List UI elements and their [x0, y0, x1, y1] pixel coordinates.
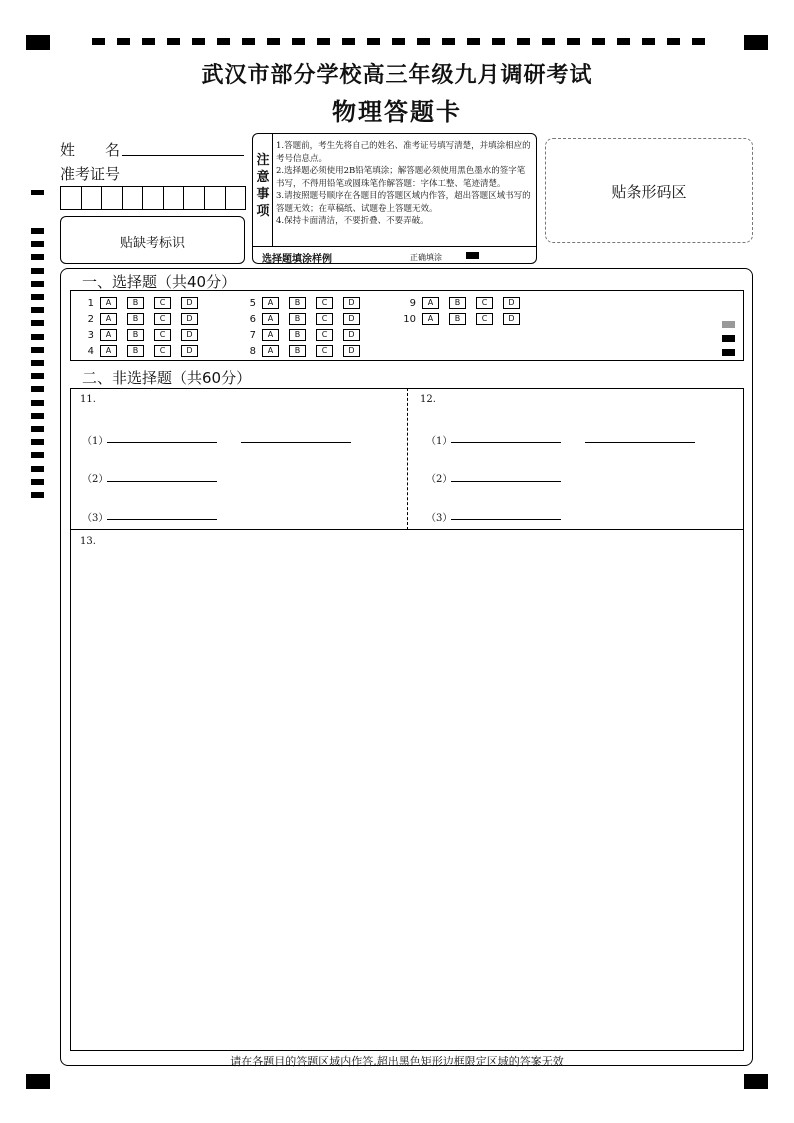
timing-mark	[31, 386, 44, 392]
mc-question	[78, 297, 208, 309]
exam-id-digit-box[interactable]	[82, 187, 103, 209]
mc-option-bubble[interactable]: A	[262, 329, 279, 341]
mc-option-bubble[interactable]: B	[127, 345, 144, 357]
exam-id-label: 准考证号	[60, 165, 121, 183]
timing-mark	[367, 38, 380, 45]
timing-mark	[31, 268, 44, 274]
q12-sub1-blank1[interactable]	[451, 442, 561, 443]
timing-mark	[542, 38, 555, 45]
mc-question-number: 10	[403, 313, 416, 325]
mc-option-bubble[interactable]: A	[100, 329, 117, 341]
q12-sub1-label: （1）	[426, 436, 453, 447]
timing-mark-left-single	[31, 190, 44, 195]
mc-option-bubble[interactable]: C	[154, 297, 171, 309]
q12-label: 12.	[420, 394, 436, 405]
mc-option-bubble[interactable]: C	[316, 297, 333, 309]
notice-item: 4.保持卡面清洁，不要折叠、不要弄破。	[276, 216, 429, 226]
q12-sub3-label: （3）	[426, 513, 453, 524]
timing-mark	[292, 38, 305, 45]
mc-option-bubble[interactable]: D	[343, 345, 360, 357]
q12-sub3-blank[interactable]	[451, 519, 561, 520]
mc-option-bubble[interactable]: C	[476, 297, 493, 309]
timing-mark	[617, 38, 630, 45]
exam-id-digit-box[interactable]	[205, 187, 226, 209]
q12-sub1-blank2[interactable]	[585, 442, 695, 443]
corner-mark-bottom-right	[744, 1074, 768, 1089]
mc-option-bubble[interactable]: A	[100, 313, 117, 325]
mc-question	[240, 313, 370, 325]
absent-mark-label: 贴缺考标识	[119, 236, 185, 251]
notice-item: 2.选择题必须使用2B铅笔填涂；解答题必须使用黑色墨水的签字笔书写，不得用铅笔或圆珠笔作解答题：字体工整、笔迹清楚。	[276, 166, 526, 189]
mc-option-bubble[interactable]: B	[289, 329, 306, 341]
mc-question	[78, 329, 208, 341]
mc-option-bubble[interactable]: B	[127, 297, 144, 309]
mc-option-bubble[interactable]: A	[422, 313, 439, 325]
q11-label: 11.	[80, 394, 96, 405]
notice-item: 3.请按照题号顺序在各题目的答题区域内作答，超出答题区域书写的答题无效；在草稿纸、试题卷上答题无效。	[276, 191, 531, 214]
timing-mark	[31, 307, 44, 313]
mc-option-bubble[interactable]: A	[262, 313, 279, 325]
name-field[interactable]	[122, 155, 244, 156]
footer-instruction: 请在各题目的答题区域内作答,超出黑色矩形边框限定区域的答案无效	[230, 1055, 564, 1068]
mc-option-bubble[interactable]: B	[289, 313, 306, 325]
mc-question	[400, 313, 530, 325]
page-subtitle: 物理答题卡	[332, 98, 462, 126]
mc-option-bubble[interactable]: D	[343, 313, 360, 325]
mc-option-bubble[interactable]: A	[100, 297, 117, 309]
timing-mark	[567, 38, 580, 45]
mc-option-bubble[interactable]: C	[154, 345, 171, 357]
q11-sub3-label: （3）	[82, 513, 109, 524]
timing-mark	[31, 334, 44, 340]
mc-option-bubble[interactable]: A	[100, 345, 117, 357]
mc-option-bubble[interactable]: B	[449, 297, 466, 309]
timing-mark	[592, 38, 605, 45]
exam-id-digit-box[interactable]	[143, 187, 164, 209]
mc-option-bubble[interactable]: C	[476, 313, 493, 325]
mc-question-number: 8	[249, 345, 256, 357]
q12-sub2-label: （2）	[426, 474, 453, 485]
side-mark-black-1	[722, 335, 735, 342]
timing-mark	[467, 38, 480, 45]
fill-sample-label: 选择题填涂样例	[262, 254, 332, 265]
mc-option-bubble[interactable]: D	[503, 297, 520, 309]
timing-mark	[442, 38, 455, 45]
timing-mark	[31, 452, 44, 458]
correct-fill-label: 正确填涂	[410, 253, 442, 262]
mc-question	[400, 297, 530, 309]
mc-option-bubble[interactable]: D	[503, 313, 520, 325]
q12-answer-area[interactable]	[407, 388, 744, 530]
exam-id-digit-box[interactable]	[164, 187, 185, 209]
correct-fill-sample	[466, 252, 479, 259]
q11-sub2-label: （2）	[82, 474, 109, 485]
name-label: 姓 名	[60, 141, 121, 159]
notice-divider-horizontal	[252, 246, 537, 247]
timing-mark	[317, 38, 330, 45]
timing-mark	[92, 38, 105, 45]
timing-mark	[642, 38, 655, 45]
timing-mark	[31, 492, 44, 498]
q11-sub2-blank[interactable]	[107, 481, 217, 482]
timing-mark	[31, 426, 44, 432]
timing-mark	[192, 38, 205, 45]
mc-option-bubble[interactable]: D	[181, 329, 198, 341]
notice-heading: 注 意 事 项	[256, 153, 270, 219]
timing-mark	[31, 320, 44, 326]
timing-mark	[342, 38, 355, 45]
timing-mark	[692, 38, 705, 45]
timing-mark	[242, 38, 255, 45]
mc-option-bubble[interactable]: C	[316, 345, 333, 357]
mc-option-bubble[interactable]: D	[181, 313, 198, 325]
mc-question-number: 3	[87, 329, 94, 341]
side-mark-black-2	[722, 349, 735, 356]
mc-option-bubble[interactable]: B	[127, 313, 144, 325]
timing-mark	[217, 38, 230, 45]
q12-sub2-blank[interactable]	[451, 481, 561, 482]
notice-item: 1.答题前，考生先将自己的姓名、准考证号填写清楚，并填涂相应的考号信息点。	[276, 141, 531, 164]
mc-option-bubble[interactable]: C	[154, 329, 171, 341]
timing-mark	[31, 347, 44, 353]
timing-mark	[31, 413, 44, 419]
timing-mark	[667, 38, 680, 45]
mc-option-bubble[interactable]: C	[316, 329, 333, 341]
mc-option-bubble[interactable]: A	[262, 345, 279, 357]
mc-question	[78, 313, 208, 325]
mc-question-number: 9	[409, 297, 416, 309]
exam-id-digit-box[interactable]	[184, 187, 205, 209]
mc-option-bubble[interactable]: B	[289, 345, 306, 357]
mc-option-bubble[interactable]: A	[422, 297, 439, 309]
q11-sub1-blank2[interactable]	[241, 442, 351, 443]
exam-id-digit-box[interactable]	[61, 187, 82, 209]
timing-mark	[392, 38, 405, 45]
exam-id-boxes[interactable]	[60, 186, 246, 210]
mc-option-bubble[interactable]: B	[289, 297, 306, 309]
mc-question-number: 4	[87, 345, 94, 357]
timing-mark	[167, 38, 180, 45]
timing-mark	[31, 241, 44, 247]
q13-answer-area[interactable]	[70, 530, 744, 1051]
mc-option-bubble[interactable]: D	[181, 297, 198, 309]
timing-mark	[267, 38, 280, 45]
timing-mark	[31, 373, 44, 379]
mc-option-bubble[interactable]: C	[154, 313, 171, 325]
corner-mark-top-right	[744, 35, 768, 50]
exam-id-digit-box[interactable]	[123, 187, 144, 209]
timing-mark	[31, 281, 44, 287]
section1-title: 一、选择题（共40分）	[82, 273, 237, 291]
timing-mark	[31, 294, 44, 300]
timing-mark	[31, 400, 44, 406]
timing-mark	[417, 38, 430, 45]
timing-mark	[31, 228, 44, 234]
q13-label: 13.	[80, 536, 96, 547]
side-mark-gray	[722, 321, 735, 328]
mc-question	[240, 297, 370, 309]
timing-mark	[31, 439, 44, 445]
barcode-area-label: 贴条形码区	[611, 183, 687, 201]
mc-option-bubble[interactable]: D	[343, 329, 360, 341]
mc-option-bubble[interactable]: C	[316, 313, 333, 325]
mc-option-bubble[interactable]: A	[262, 297, 279, 309]
mc-question	[240, 329, 370, 341]
mc-question	[240, 345, 370, 357]
timing-mark	[492, 38, 505, 45]
exam-id-digit-box[interactable]	[226, 187, 246, 209]
mc-question-number: 1	[87, 297, 94, 309]
mc-option-bubble[interactable]: D	[181, 345, 198, 357]
timing-mark	[31, 479, 44, 485]
timing-mark	[517, 38, 530, 45]
mc-question-number: 6	[249, 313, 256, 325]
q11-sub1-blank1[interactable]	[107, 442, 217, 443]
notice-divider-vertical	[272, 133, 273, 246]
q11-answer-area[interactable]	[70, 388, 407, 530]
section2-title: 二、非选择题（共60分）	[82, 369, 252, 387]
mc-question-number: 7	[249, 329, 256, 341]
mc-question-number: 2	[87, 313, 94, 325]
timing-mark	[31, 360, 44, 366]
mc-question	[78, 345, 208, 357]
q11-sub3-blank[interactable]	[107, 519, 217, 520]
notice-list	[276, 140, 532, 228]
corner-mark-bottom-left	[26, 1074, 50, 1089]
mc-option-bubble[interactable]: B	[449, 313, 466, 325]
mc-option-bubble[interactable]: D	[343, 297, 360, 309]
q11-sub1-label: （1）	[82, 436, 109, 447]
mc-option-bubble[interactable]: B	[127, 329, 144, 341]
mc-question-number: 5	[249, 297, 256, 309]
corner-mark-top-left	[26, 35, 50, 50]
timing-mark	[31, 466, 44, 472]
timing-mark	[117, 38, 130, 45]
exam-id-digit-box[interactable]	[102, 187, 123, 209]
timing-mark	[31, 254, 44, 260]
timing-mark	[142, 38, 155, 45]
page-title: 武汉市部分学校高三年级九月调研考试	[201, 63, 593, 88]
